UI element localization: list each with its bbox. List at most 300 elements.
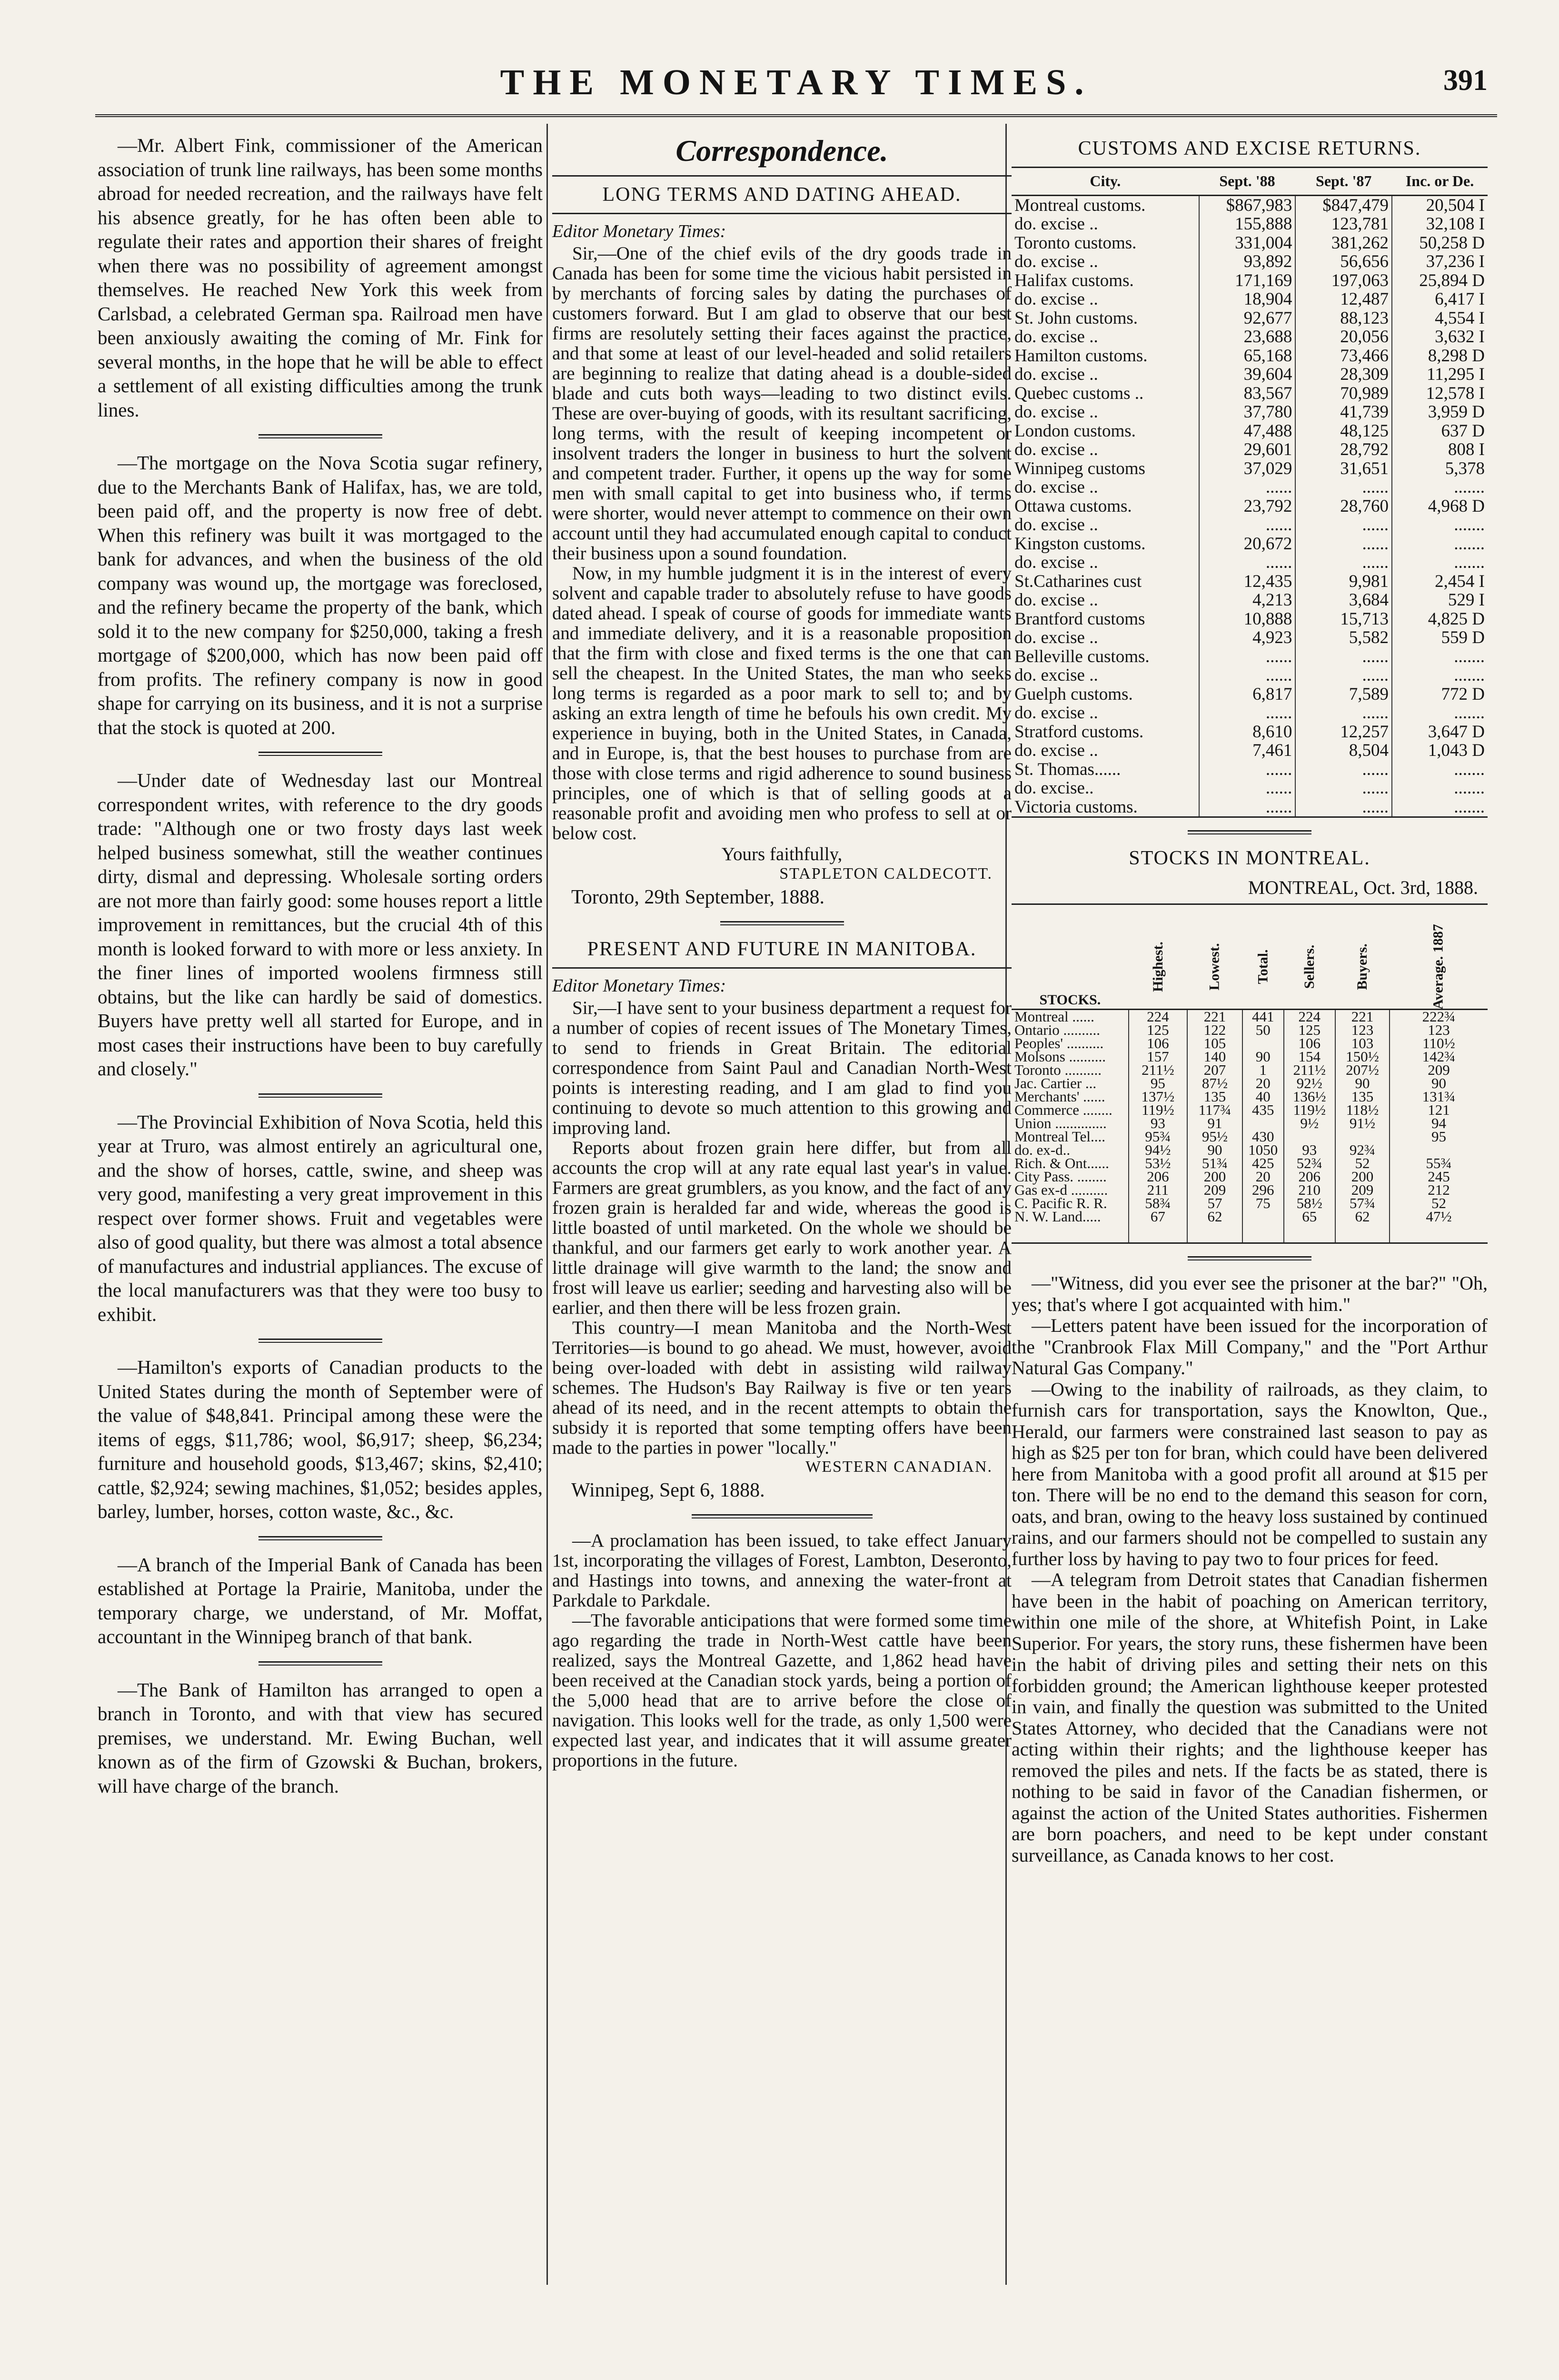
customs-value-cell: 8,610 xyxy=(1199,723,1296,742)
customs-value-cell: 23,792 xyxy=(1199,497,1296,516)
customs-value-cell: 171,169 xyxy=(1199,271,1296,290)
stocks-value-cell: 121 xyxy=(1390,1103,1488,1117)
customs-row xyxy=(1012,422,1488,441)
customs-value-cell: 37,236 I xyxy=(1392,252,1488,271)
stocks-name-cell: C. Pacific R. R. xyxy=(1014,1195,1107,1211)
stocks-value-cell: 157 xyxy=(1129,1050,1187,1063)
customs-city-cell: Belleville customs. xyxy=(1014,646,1150,666)
customs-value-cell: 8,504 xyxy=(1295,741,1392,760)
customs-city-cell: Halifax customs. xyxy=(1014,270,1134,290)
customs-row xyxy=(1012,647,1488,666)
letter-salutation: Editor Monetary Times: xyxy=(552,221,726,241)
customs-city-cell: Victoria customs. xyxy=(1012,798,1199,817)
customs-header-cell: Sept. '88 xyxy=(1199,168,1296,196)
customs-row xyxy=(1012,591,1488,610)
customs-row xyxy=(1012,553,1488,572)
stocks-value-cell: 154 xyxy=(1284,1050,1335,1063)
stocks-value-cell: 47½ xyxy=(1390,1210,1488,1243)
separator-rule xyxy=(258,752,382,756)
stocks-value-cell: 95 xyxy=(1129,1077,1187,1090)
customs-value-cell: $867,983 xyxy=(1199,195,1296,215)
separator-rule xyxy=(258,1536,382,1540)
stocks-value-cell: 150½ xyxy=(1335,1050,1390,1063)
stocks-value-cell: 1 xyxy=(1242,1063,1284,1077)
stocks-value-cell: 118½ xyxy=(1335,1103,1390,1117)
stocks-value-cell: 224 xyxy=(1284,1010,1335,1024)
customs-value-cell: ...... xyxy=(1295,779,1392,798)
customs-value-cell: 12,435 xyxy=(1199,572,1296,591)
stocks-value-cell: 58½ xyxy=(1284,1197,1335,1210)
stocks-header-label: Lowest. xyxy=(1207,943,1223,991)
stocks-value-cell: 105 xyxy=(1187,1037,1242,1050)
customs-city-cell: Hamilton customs. xyxy=(1014,346,1148,366)
stocks-value-cell: 441 xyxy=(1242,1010,1284,1024)
customs-value-cell: 20,504 I xyxy=(1392,195,1488,215)
stocks-value-cell: 52¾ xyxy=(1284,1157,1335,1170)
customs-row xyxy=(1012,215,1488,234)
stocks-value-cell: 75 xyxy=(1242,1197,1284,1210)
letter-signature: WESTERN CANADIAN. xyxy=(805,1458,993,1476)
letter-paragraph: Reports about frozen grain here differ, but from all accounts the crop will at any rate equal last year's in value. Farmers are great grumblers, as you know, and the fact of any frozen grain is heralded far and wide, whereas the good is little boasted of until marketed. On the whole we should be thankful, and our farmers get early to work another year. A little drainage will give warmth to the land; the snow and frost will leave us earlier; seeding and harvesting also will be earlier, and then there will be less frozen grain. xyxy=(552,1138,1012,1318)
stocks-date: MONTREAL, Oct. 3rd, 1888. xyxy=(1248,877,1478,898)
letter-paragraph: Now, in my humble judgment it is in the interest of every solvent and capable trader to absolutely refuse to have goods dated ahead. I speak of course of goods for immediate wants and immediate delivery, and it is a reasonable proposition that the firm with close and fixed terms is the one that can sell the cheapest. In the United States, the man who seeks long terms is regarded as a poor mark to sell to; and by asking an extra length of time he befouls his own credit. My experience in buying, both in the United States, in Canada, and in Europe, is, that the best houses to purchase from are those with close terms and rigid adherence to sound business principles, one of which is that of selling goods at a reasonable profit and avoiding men who profess to sell at or below cost. xyxy=(552,563,1012,843)
separator-rule xyxy=(258,1339,382,1343)
stocks-header-label: STOCKS. xyxy=(1039,992,1101,1008)
customs-value-cell: ....... xyxy=(1392,760,1488,779)
customs-row xyxy=(1012,365,1488,384)
customs-city-cell: Guelph customs. xyxy=(1014,684,1133,704)
stocks-name-cell: City Pass. ........ xyxy=(1014,1168,1107,1185)
customs-value-cell: ....... xyxy=(1392,516,1488,535)
stocks-value-cell: 57 xyxy=(1187,1197,1242,1210)
stocks-value-cell: 123 xyxy=(1390,1023,1488,1037)
customs-value-cell: 47,488 xyxy=(1199,422,1296,441)
customs-row xyxy=(1012,252,1488,271)
customs-value-cell: ...... xyxy=(1295,535,1392,554)
customs-value-cell: 93,892 xyxy=(1199,252,1296,271)
customs-value-cell: ...... xyxy=(1295,478,1392,497)
stocks-value-cell: 221 xyxy=(1187,1010,1242,1024)
customs-row xyxy=(1012,327,1488,347)
customs-value-cell: 772 D xyxy=(1392,685,1488,704)
customs-row xyxy=(1012,195,1488,215)
article-hamilton-exports: —Hamilton's exports of Canadian products to the United States during the month of September were of the value of $48,841. Principal among these were the items of eggs, $11,786; wool, $6,917; sheep, $6,234; furniture and household goods, $13,467; skins, $2,410; cattle, $2,924; sewing machines, $1,052; besides apples, barley, lumber, horses, cotton waste, &c., &c. xyxy=(98,1356,543,1522)
stocks-value-cell: 425 xyxy=(1242,1157,1284,1170)
stocks-value-cell: 91½ xyxy=(1335,1117,1390,1130)
stocks-header-label: Total. xyxy=(1255,949,1271,984)
customs-city-cell: do. excise .. xyxy=(1014,402,1098,422)
stocks-value-cell: 91 xyxy=(1187,1117,1242,1130)
article-fink: —Mr. Albert Fink, commissioner of the American association of trunk line railways, has been some months abroad for needed recreation, and the railways have felt his absence greatly, for he has often been able to regulate their rates and apportion their shares of freight when there was no possibility of agreement amongst themselves. He reached New York this week from Carlsbad, a celebrated German spa. Railroad men have been anxiously awaiting the coming of Mr. Fink for several months, in the hope that he will be able to effect a settlement of all existing difficulties among the trunk lines. xyxy=(98,134,543,421)
stocks-name-cell: Ontario .......... xyxy=(1014,1021,1100,1038)
article-exhibition: —The Provincial Exhibition of Nova Scotia, held this year at Truro, was almost entirely an agricultural one, and the show of horses, cattle, swine, and sheep was very good, manifesting a very great improvement in this respect over former shows. Fruit and vegetables were also of good quality, but there was almost a total absence of manufactures and industrial appliances. The excuse of the local manufacturers was that they were too busy to exhibit. xyxy=(98,1111,543,1325)
customs-value-cell: ...... xyxy=(1295,798,1392,817)
customs-city-cell: do. excise .. xyxy=(1014,665,1098,685)
article-dry-goods: —Under date of Wednesday last our Montreal correspondent writes, with reference to the dry goods trade: "Although one or two frosty days last week helped business somewhat, still the weather continues dirty, dismal and depressing. Wholesale sorting orders are not more than fairly good: some houses report a little improvement in remittances, but the crucial 4th of this month is looked forward to with more or less anxiety. In the finer lines of imported woolens firmness still obtains, but the like can hardly be said of domestics. Buyers have pretty well all started for Europe, and in most cases their instructions have been to buy carefully and closely." xyxy=(98,769,543,1080)
customs-city-cell: Kingston customs. xyxy=(1014,534,1146,554)
stocks-header-label: Average. 1887 xyxy=(1430,924,1446,1010)
stocks-name-cell: Montreal ...... xyxy=(1014,1008,1094,1025)
column-one xyxy=(98,133,543,1798)
customs-value-cell: ....... xyxy=(1392,704,1488,723)
customs-value-cell: 12,487 xyxy=(1295,290,1392,309)
customs-value-cell: 56,656 xyxy=(1295,252,1392,271)
stocks-name-cell: Commerce ........ xyxy=(1014,1101,1112,1118)
customs-row xyxy=(1012,234,1488,253)
customs-row xyxy=(1012,798,1488,817)
customs-value-cell: ...... xyxy=(1199,704,1296,723)
stocks-value-cell: 123 xyxy=(1335,1023,1390,1037)
letter-paragraph: Sir,—I have sent to your business department a request for a number of copies of recent issues of The Monetary Times, to send to friends in Great Britain. The editorial correspondence from Saint Paul and Canadian North-West points is interesting reading, and I am glad to find you continuing to devote so much attention to this growing and improving land. xyxy=(552,998,1012,1138)
stocks-value-cell: 211½ xyxy=(1129,1063,1187,1077)
customs-city-cell: do. excise .. xyxy=(1014,703,1098,723)
customs-row xyxy=(1012,440,1488,459)
stocks-row xyxy=(1012,1210,1488,1243)
stocks-value-cell: 210 xyxy=(1284,1183,1335,1197)
stocks-value-cell: 95¾ xyxy=(1129,1130,1187,1143)
customs-value-cell: ...... xyxy=(1295,666,1392,685)
customs-row xyxy=(1012,290,1488,309)
stocks-value-cell: 209 xyxy=(1187,1183,1242,1197)
stocks-value-cell: 9½ xyxy=(1284,1117,1335,1130)
customs-value-cell: 197,063 xyxy=(1295,271,1392,290)
stocks-header-cell xyxy=(1242,904,1284,1010)
article-witness: —"Witness, did you ever see the prisoner at the bar?" "Oh, yes; that's where I got acquainted with him." xyxy=(1012,1272,1488,1315)
stocks-table xyxy=(1012,903,1488,1244)
customs-city-cell: do. excise .. xyxy=(1014,252,1098,271)
stocks-header-label: Highest. xyxy=(1150,942,1166,992)
customs-value-cell: 39,604 xyxy=(1199,365,1296,384)
letter-salutation: Editor Monetary Times: xyxy=(552,976,726,996)
customs-row xyxy=(1012,685,1488,704)
stocks-value-cell: 106 xyxy=(1284,1037,1335,1050)
customs-value-cell: 6,417 I xyxy=(1392,290,1488,309)
stocks-value-cell: 58¾ xyxy=(1129,1197,1187,1210)
letter-title: PRESENT AND FUTURE IN MANITOBA. xyxy=(587,938,977,960)
customs-city-cell: Toronto customs. xyxy=(1014,233,1137,253)
separator-rule xyxy=(692,1514,873,1518)
stocks-value-cell: 224 xyxy=(1129,1010,1187,1024)
customs-value-cell: ...... xyxy=(1295,647,1392,666)
article-proclamation: —A proclamation has been issued, to take effect January 1st, incorporating the villages of Forest, Lambton, Deseronto, and Hastings into towns, and annexing the water-front at Parkdale to Parkdale. xyxy=(552,1530,1012,1611)
customs-value-cell: 7,461 xyxy=(1199,741,1296,760)
customs-value-cell: 155,888 xyxy=(1199,215,1296,234)
customs-value-cell: 808 I xyxy=(1392,440,1488,459)
customs-row xyxy=(1012,704,1488,723)
customs-value-cell: ...... xyxy=(1199,666,1296,685)
stocks-header-label: Buyers. xyxy=(1354,943,1370,990)
letter-paragraph: This country—I mean Manitoba and the North-West Territories—is bound to go ahead. We must, however, avoid being over-loaded with debt in assisting wild railway schemes. The Hudson's Bay Railway is five or ten years ahead of its need, and in the recent attempts to obtain the subsidy it is reported that some tempting offers have been made to the parties in power "locally." xyxy=(552,1318,1012,1458)
stocks-header-cell xyxy=(1390,904,1488,1010)
stocks-value-cell: 95½ xyxy=(1187,1130,1242,1143)
separator-rule xyxy=(258,1661,382,1666)
customs-row xyxy=(1012,309,1488,328)
stocks-value-cell: 119½ xyxy=(1284,1103,1335,1117)
stocks-value-cell: 110½ xyxy=(1390,1037,1488,1050)
stocks-name-cell: Molsons .......... xyxy=(1014,1048,1106,1065)
stocks-value-cell: 103 xyxy=(1335,1037,1390,1050)
customs-value-cell: 3,959 D xyxy=(1392,403,1488,422)
customs-row xyxy=(1012,779,1488,798)
customs-value-cell: 5,378 xyxy=(1392,459,1488,478)
customs-value-cell: 10,888 xyxy=(1199,610,1296,629)
customs-row xyxy=(1012,628,1488,647)
stocks-value-cell: 55¾ xyxy=(1390,1157,1488,1170)
stocks-value-cell: 211 xyxy=(1129,1183,1187,1197)
customs-value-cell: 3,647 D xyxy=(1392,723,1488,742)
stocks-title: STOCKS IN MONTREAL. xyxy=(1129,847,1370,869)
stocks-value-cell: 95 xyxy=(1390,1130,1488,1143)
stocks-value-cell: 200 xyxy=(1187,1170,1242,1183)
letter-title: LONG TERMS AND DATING AHEAD. xyxy=(602,184,962,206)
article-letters-patent: —Letters patent have been issued for the incorporation of the "Cranbrook Flax Mill Company," and the "Port Arthur Natural Gas Company." xyxy=(1012,1315,1488,1378)
customs-value-cell: ...... xyxy=(1295,704,1392,723)
customs-row xyxy=(1012,271,1488,290)
heading-rule xyxy=(552,967,1012,969)
customs-row xyxy=(1012,478,1488,497)
customs-value-cell: 92,677 xyxy=(1199,309,1296,328)
stocks-value-cell: 65 xyxy=(1284,1210,1335,1243)
stocks-value-cell: 40 xyxy=(1242,1090,1284,1103)
customs-value-cell: 637 D xyxy=(1392,422,1488,441)
stocks-value-cell: 1050 xyxy=(1242,1143,1284,1157)
customs-value-cell: 123,781 xyxy=(1295,215,1392,234)
customs-value-cell: 28,760 xyxy=(1295,497,1392,516)
stocks-value-cell: 52 xyxy=(1335,1157,1390,1170)
article-cattle: —The favorable anticipations that were formed some time ago regarding the trade in North-West cattle have been realized, says the Montreal Gazette, and 1,862 head have been received at the Canadian stock yards, being a portion of the 5,000 head that are to arrive before the close of navigation. This looks well for the trade, as only 1,500 were expected last year, and indicates that it will assume greater proportions in the future. xyxy=(552,1610,1012,1771)
stocks-value-cell: 94½ xyxy=(1129,1143,1187,1157)
stocks-value-cell: 62 xyxy=(1187,1210,1242,1243)
customs-row xyxy=(1012,741,1488,760)
customs-value-cell: 32,108 I xyxy=(1392,215,1488,234)
customs-value-cell: ....... xyxy=(1392,666,1488,685)
correspondence-heading: Correspondence. xyxy=(675,134,888,168)
stocks-value-cell: 122 xyxy=(1187,1023,1242,1037)
masthead-title: THE MONETARY TIMES. xyxy=(500,62,1092,102)
customs-row xyxy=(1012,516,1488,535)
customs-city-cell: do. excise .. xyxy=(1014,440,1098,459)
customs-value-cell: 48,125 xyxy=(1295,422,1392,441)
customs-city-cell: St. Thomas...... xyxy=(1014,759,1121,779)
stocks-value-cell: 87½ xyxy=(1187,1077,1242,1090)
customs-value-cell: 4,923 xyxy=(1199,628,1296,647)
customs-row xyxy=(1012,384,1488,403)
column-three xyxy=(1012,133,1488,1866)
stocks-value-cell: 131¾ xyxy=(1390,1090,1488,1103)
customs-value-cell: ...... xyxy=(1199,779,1296,798)
customs-value-cell: 15,713 xyxy=(1295,610,1392,629)
customs-value-cell: ....... xyxy=(1392,478,1488,497)
customs-city-cell: do. excise .. xyxy=(1014,628,1098,647)
customs-value-cell: ...... xyxy=(1199,647,1296,666)
customs-city-cell: do. excise.. xyxy=(1014,778,1094,798)
stocks-value-cell: 90 xyxy=(1335,1077,1390,1090)
customs-value-cell: 18,904 xyxy=(1199,290,1296,309)
customs-value-cell: ...... xyxy=(1199,798,1296,817)
customs-city-cell: do. excise .. xyxy=(1014,214,1098,234)
stocks-value-cell: 430 xyxy=(1242,1130,1284,1143)
customs-value-cell: ...... xyxy=(1295,553,1392,572)
customs-value-cell: ...... xyxy=(1199,553,1296,572)
customs-value-cell: 6,817 xyxy=(1199,685,1296,704)
stocks-header-row xyxy=(1012,904,1488,1010)
stocks-name-cell: Montreal Tel.... xyxy=(1014,1128,1105,1145)
stocks-value-cell: 142¾ xyxy=(1390,1050,1488,1063)
customs-value-cell: 1,043 D xyxy=(1392,741,1488,760)
stocks-value-cell: 90 xyxy=(1187,1143,1242,1157)
stocks-value-cell: 209 xyxy=(1335,1183,1390,1197)
customs-value-cell: 23,688 xyxy=(1199,327,1296,347)
stocks-value-cell xyxy=(1242,1210,1284,1243)
stocks-value-cell: 207½ xyxy=(1335,1063,1390,1077)
stocks-value-cell: 51¾ xyxy=(1187,1157,1242,1170)
customs-value-cell: 65,168 xyxy=(1199,347,1296,366)
customs-value-cell: 4,968 D xyxy=(1392,497,1488,516)
customs-value-cell: 41,739 xyxy=(1295,403,1392,422)
stocks-value-cell: 212 xyxy=(1390,1183,1488,1197)
stocks-name-cell: do. ex-d.. xyxy=(1014,1141,1071,1158)
article-imperial-bank: —A branch of the Imperial Bank of Canada has been established at Portage la Prairie, Manitoba, under the temporary charge, we understand, of Mr. Moffat, accountant in the Winnipeg branch of that bank. xyxy=(98,1553,543,1647)
customs-row xyxy=(1012,760,1488,779)
stocks-value-cell: 245 xyxy=(1390,1170,1488,1183)
customs-header-cell: City. xyxy=(1012,168,1199,196)
customs-value-cell: 9,981 xyxy=(1295,572,1392,591)
stocks-value-cell: 206 xyxy=(1284,1170,1335,1183)
customs-header-cell: Sept. '87 xyxy=(1295,168,1392,196)
stocks-value-cell: 125 xyxy=(1129,1023,1187,1037)
customs-value-cell: 28,309 xyxy=(1295,365,1392,384)
page-number: 391 xyxy=(1443,64,1488,97)
customs-value-cell: 37,780 xyxy=(1199,403,1296,422)
customs-city-cell: do. excise .. xyxy=(1014,477,1098,497)
stocks-name-cell: N. W. Land..... xyxy=(1012,1210,1129,1243)
stocks-value-cell: 296 xyxy=(1242,1183,1284,1197)
stocks-value-cell: 211½ xyxy=(1284,1063,1335,1077)
customs-city-cell: do. excise .. xyxy=(1014,365,1098,384)
stocks-value-cell: 50 xyxy=(1242,1023,1284,1037)
customs-value-cell: ....... xyxy=(1392,798,1488,817)
customs-value-cell: 31,651 xyxy=(1295,459,1392,478)
customs-value-cell: 8,298 D xyxy=(1392,347,1488,366)
letter-paragraph: Sir,—One of the chief evils of the dry goods trade in Canada has been for some time the vicious habit persisted in by merchants of forcing sales by dating the purchases of customers forward. But I am glad to observe that our best firms are resolutely setting their faces against the practice, and that some at least of our level-headed and solid retailers are beginning to realize that dating ahead is a double-sided blade and cuts both ways—leading to two distinct evils. These are over-buying of goods, with its resultant sacrificing, long terms, with the result of keeping incompetent or insolvent traders the longer in business to hurt the solvent and competent trader. Further, it opens up the way for some men with small capital to get into business who, if terms were shorter, would never attempt to commence on their own account until they had accumulated enough capital to conduct their business upon a sound foundation. xyxy=(552,243,1012,564)
stocks-table-body xyxy=(1012,1010,1488,1243)
separator-rule xyxy=(258,434,382,438)
customs-city-cell: Brantford customs xyxy=(1014,609,1145,629)
letter-signature: STAPLETON CALDECOTT. xyxy=(779,865,993,883)
customs-city-cell: St. John customs. xyxy=(1014,308,1138,328)
customs-row xyxy=(1012,347,1488,366)
stocks-header-cell xyxy=(1012,904,1129,1010)
stocks-value-cell: 200 xyxy=(1335,1170,1390,1183)
stocks-name-cell: Merchants' ...... xyxy=(1014,1088,1105,1105)
customs-value-cell: 559 D xyxy=(1392,628,1488,647)
stocks-header-cell xyxy=(1129,904,1187,1010)
customs-city-cell: St.Catharines cust xyxy=(1014,571,1142,591)
customs-value-cell: 25,894 D xyxy=(1392,271,1488,290)
customs-value-cell: ....... xyxy=(1392,779,1488,798)
stocks-value-cell: 90 xyxy=(1390,1077,1488,1090)
customs-value-cell: 88,123 xyxy=(1295,309,1392,328)
stocks-value-cell: 94 xyxy=(1390,1117,1488,1130)
customs-value-cell: 381,262 xyxy=(1295,234,1392,253)
customs-value-cell: ...... xyxy=(1199,760,1296,779)
stocks-name-cell: Rich. & Ont...... xyxy=(1014,1155,1109,1171)
stocks-value-cell: 92½ xyxy=(1284,1077,1335,1090)
article-sugar-refinery: —The mortgage on the Nova Scotia sugar refinery, due to the Merchants Bank of Halifax, has, we are told, been paid off, and the property is now free of debt. When this refinery was built it was mortgaged to the bank for advances, and when the business of the old company was wound up, the mortgage was foreclosed, and the refinery became the property of the bank, which sold it to the new company for $250,000, taking a fresh mortgage of $200,000, which has now been paid off from profits. The refinery company is now in good shape for carrying on its business, and it is not a surprise that the stock is quoted at 200. xyxy=(98,452,543,738)
stocks-value-cell: 209 xyxy=(1390,1063,1488,1077)
customs-value-cell: ...... xyxy=(1295,760,1392,779)
customs-city-cell: do. excise .. xyxy=(1014,590,1098,610)
stocks-name-cell: Gas ex-d .......... xyxy=(1014,1181,1108,1198)
stocks-value-cell: 57¾ xyxy=(1335,1197,1390,1210)
customs-city-cell: do. excise .. xyxy=(1014,741,1098,760)
customs-row xyxy=(1012,610,1488,629)
stocks-header-cell xyxy=(1187,904,1242,1010)
stocks-value-cell: 435 xyxy=(1242,1103,1284,1117)
stocks-value-cell: 117¾ xyxy=(1187,1103,1242,1117)
customs-table xyxy=(1012,167,1488,818)
customs-value-cell: ....... xyxy=(1392,647,1488,666)
stocks-value-cell: 222¾ xyxy=(1390,1010,1488,1024)
customs-city-cell: Quebec customs .. xyxy=(1014,383,1144,403)
customs-value-cell: 20,056 xyxy=(1295,327,1392,347)
stocks-value-cell: 52 xyxy=(1390,1197,1488,1210)
letter-closing: Yours faithfully, xyxy=(721,844,843,864)
customs-row xyxy=(1012,497,1488,516)
customs-row xyxy=(1012,572,1488,591)
stocks-header-cell xyxy=(1335,904,1390,1010)
customs-value-cell: 37,029 xyxy=(1199,459,1296,478)
stocks-value-cell: 125 xyxy=(1284,1023,1335,1037)
customs-value-cell: ....... xyxy=(1392,553,1488,572)
stocks-value-cell: 53½ xyxy=(1129,1157,1187,1170)
customs-value-cell: ....... xyxy=(1392,535,1488,554)
stocks-value-cell: 135 xyxy=(1187,1090,1242,1103)
stocks-value-cell: 106 xyxy=(1129,1037,1187,1050)
stocks-value-cell: 92¾ xyxy=(1335,1143,1390,1157)
customs-value-cell: 529 I xyxy=(1392,591,1488,610)
customs-value-cell: 70,989 xyxy=(1295,384,1392,403)
heading-rule xyxy=(552,175,1012,177)
stocks-value-cell: 137½ xyxy=(1129,1090,1187,1103)
customs-value-cell: ...... xyxy=(1295,516,1392,535)
heading-rule xyxy=(552,213,1012,214)
customs-city-cell: do. excise .. xyxy=(1014,515,1098,535)
customs-value-cell: 20,672 xyxy=(1199,535,1296,554)
customs-value-cell: 331,004 xyxy=(1199,234,1296,253)
customs-value-cell: 7,589 xyxy=(1295,685,1392,704)
stocks-value-cell: 67 xyxy=(1129,1210,1187,1243)
customs-row xyxy=(1012,723,1488,742)
stocks-name-cell: Peoples' .......... xyxy=(1014,1035,1104,1051)
letter-dateline: Toronto, 29th September, 1888. xyxy=(571,886,824,908)
stocks-value-cell: 93 xyxy=(1129,1117,1187,1130)
separator-rule xyxy=(258,1093,382,1098)
stocks-value-cell: 20 xyxy=(1242,1077,1284,1090)
stocks-name-cell: Jac. Cartier ... xyxy=(1014,1075,1097,1091)
customs-header-row xyxy=(1012,168,1488,196)
customs-row xyxy=(1012,666,1488,685)
customs-city-cell: Montreal customs. xyxy=(1014,195,1146,215)
stocks-value-cell: 90 xyxy=(1242,1050,1284,1063)
customs-value-cell: 5,582 xyxy=(1295,628,1392,647)
separator-rule xyxy=(1188,830,1311,834)
customs-value-cell: $847,479 xyxy=(1295,195,1392,215)
customs-value-cell: 3,632 I xyxy=(1392,327,1488,347)
customs-city-cell: do. excise .. xyxy=(1014,553,1098,572)
stocks-header-cell xyxy=(1284,904,1335,1010)
customs-value-cell: 12,578 I xyxy=(1392,384,1488,403)
